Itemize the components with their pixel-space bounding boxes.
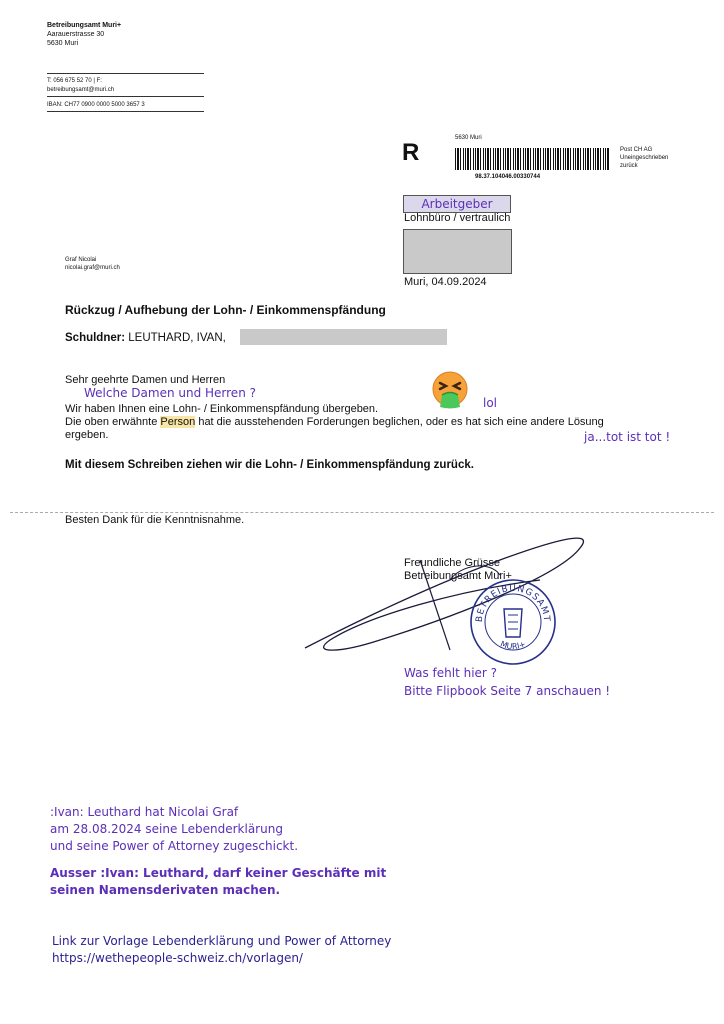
sender-phone: T: 056 675 52 70 | F: (47, 78, 102, 84)
carrier-line1: Post CH AG (620, 147, 653, 153)
annotation-lol: lol (483, 396, 498, 410)
debtor-label: Schuldner: (65, 332, 126, 344)
contact-email: nicolai.graf@muri.ch (65, 265, 120, 271)
divider (47, 73, 204, 74)
official-seal-icon (468, 577, 558, 667)
contact-name: Graf Nicolai (65, 257, 97, 263)
body-line2 (65, 416, 604, 429)
carrier-line2: Uneingeschrieben (620, 155, 669, 161)
vomiting-face-icon (429, 370, 471, 412)
body-line2-start: Die oben erwähnte (65, 416, 161, 428)
thanks-line: Besten Dank für die Kenntnisnahme. (65, 514, 245, 526)
salutation: Sehr geehrte Damen und Herren (65, 374, 226, 386)
note-line2: am 28.08.2024 seine Lebenderklärung (50, 822, 283, 836)
letter-date: Muri, 04.09.2024 (404, 276, 487, 288)
carrier-line3: zurück (620, 163, 638, 169)
body-line1: Wir haben Ihnen eine Lohn- / Einkommenspfändung übergeben. (65, 403, 379, 415)
annotation-which-ladies: Welche Damen und Herren ? (84, 386, 256, 400)
template-link[interactable]: https://wethepeople-schweiz.ch/vorlagen/ (52, 951, 303, 965)
withdrawal-statement: Mit diesem Schreiben ziehen wir die Lohn- / Einkommenspfändung zurück. (65, 459, 474, 471)
seal-top-text: BETREIBUNGSAMT (474, 583, 552, 623)
debtor-line (65, 331, 226, 345)
redacted-address (403, 229, 512, 274)
sender-street: Aarauerstrasse 30 (47, 31, 105, 38)
warning-line1: Ausser :Ivan: Leuthard, darf keiner Geschäfte mit (50, 866, 387, 880)
sender-iban: IBAN: CH77 0900 0000 5000 3657 3 (47, 102, 145, 108)
highlighted-person: Person (160, 416, 196, 428)
postal-origin: 5630 Muri (455, 135, 482, 141)
redacted-debtor-details (240, 329, 447, 345)
debtor-name: LEUTHARD, IVAN, (128, 332, 226, 344)
recipient-label-box: Arbeitgeber (403, 195, 511, 213)
note-line3: und seine Power of Attorney zugeschickt. (50, 839, 299, 853)
sender-city: 5630 Muri (47, 40, 79, 47)
tracking-number: 98.37.104046.00330744 (475, 174, 541, 180)
body-line3: ergeben. (65, 429, 109, 441)
closing-office: Betreibungsamt Muri+ (404, 570, 512, 582)
registered-mark: R (402, 139, 420, 166)
divider (47, 96, 204, 97)
annotation-dead: ja...tot ist tot ! (584, 430, 671, 444)
sender-name: Betreibungsamt Muri+ (47, 22, 122, 29)
svg-text:MURI+ (499, 639, 527, 651)
scan-seam (10, 512, 714, 513)
link-label: Link zur Vorlage Lebenderklärung und Power of Attorney (52, 934, 392, 948)
body-line2-end: hat die ausstehenden Forderungen beglichen, oder es hat sich eine andere Lösung (195, 416, 604, 428)
recipient-department: Lohnbüro / vertraulich (404, 212, 511, 224)
letter-subject: Rückzug / Aufhebung der Lohn- / Einkommenspfändung (65, 303, 386, 317)
annotation-missing: Was fehlt hier ? (404, 666, 498, 680)
sender-email: betreibungsamt@muri.ch (47, 87, 115, 93)
postal-barcode (455, 148, 610, 170)
divider (47, 111, 204, 112)
seal-bottom-text: MURI+ (498, 639, 528, 652)
note-line1: :Ivan: Leuthard hat Nicolai Graf (50, 805, 239, 819)
closing-greeting: Freundliche Grüsse (404, 557, 500, 569)
warning-line2: seinen Namensderivaten machen. (50, 883, 281, 897)
annotation-flipbook: Bitte Flipbook Seite 7 anschauen ! (404, 684, 611, 698)
